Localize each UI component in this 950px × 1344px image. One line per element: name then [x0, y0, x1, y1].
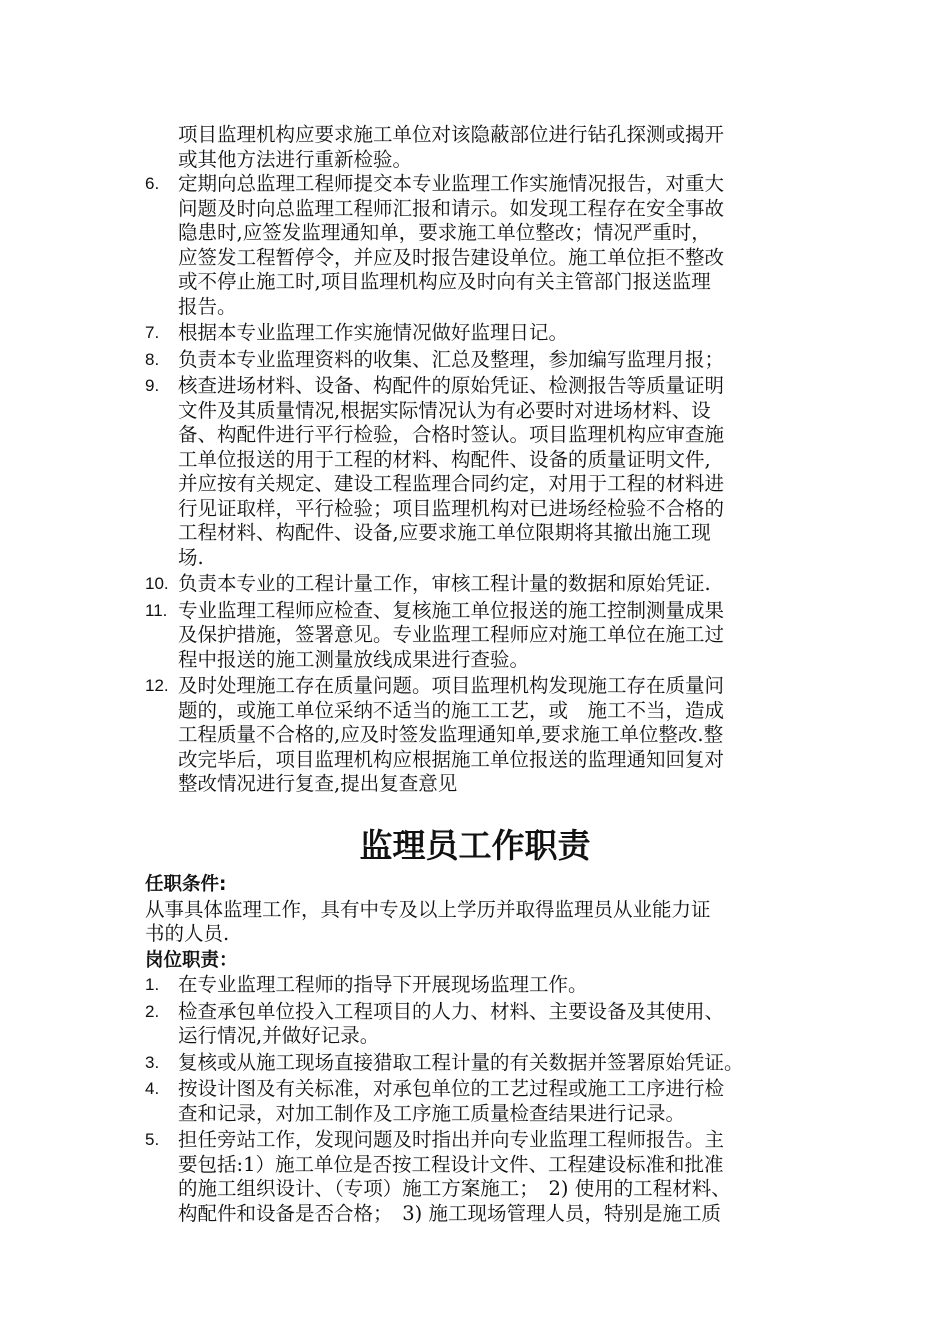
list-item	[145, 973, 825, 998]
list-number: 9.	[145, 376, 160, 395]
list-text: 负责本专业的工程计量工作，审核工程计量的数据和原始凭证.	[178, 572, 711, 595]
qualification-heading: 任职条件:	[145, 874, 227, 895]
list-item	[145, 321, 825, 346]
list-number: 6.	[145, 174, 160, 193]
duties-section	[145, 873, 825, 1228]
list-text: 负责本专业监理资料的收集、汇总及整理，参加编写监理月报；	[178, 347, 725, 371]
list-number: 10.	[145, 574, 169, 593]
list-text: 专业监理工程师应检查、复核施工单位报送的施工控制测量成果 及保护措施，签署意见。专业监理工程师应对施工单位在施工过 程中报送的施工测量放线成果进行查验。	[178, 598, 725, 671]
list-item	[145, 1051, 825, 1076]
list-item	[145, 1000, 825, 1049]
list-text: 在专业监理工程师的指导下开展现场监理工作。	[178, 973, 588, 996]
top-list	[145, 123, 825, 799]
list-text: 定期向总监理工程师提交本专业监理工作实施情况报告，对重大 问题及时向总监理工程师汇报和请示。如发现工程存在安全事故 隐患时,应签发监理通知单，要求施工单位整改；情况严重时， 应签发工程暂停令，并应及时报告建设单位。施工单位拒不整改 或不停止施工时,项目监理机构应及时向有关主管部门报送监理 报告。	[178, 172, 725, 318]
list-item	[145, 348, 825, 373]
duties-heading: 岗位职责：	[145, 949, 238, 971]
qualification-text: 从事具体监理工作，具有中专及以上学历并取得监理员从业能力证 书的人员.	[145, 897, 711, 945]
list-item	[145, 572, 825, 597]
list-item	[145, 599, 825, 673]
list-item	[145, 674, 825, 797]
list-text: 复核或从施工现场直接猎取工程计量的有关数据并签署原始凭证。	[178, 1050, 744, 1074]
list-text: 担任旁站工作，发现问题及时指出并向专业监理工程师报告。主 要包括:1）施工单位是否按工程设计文件、工程建设标准和批准 的施工组织设计、（专项）施工方案施工； 2) 使用的工程材料、 构配件和设备是否合格； 3) 施工现场管理人员，特别是施工质	[178, 1128, 731, 1225]
list-text: 核查进场材料、设备、构配件的原始凭证、检测报告等质量证明 文件及其质量情况,根据实际情况认为有必要时对进场材料、设 备、构配件进行平行检验，合格时签认。项目监理机构应审查施 工单位报送的用于工程的材料、构配件、设备的质量证明文件, 并应按有关规定、建设工程监理合同约定，对用于工程的材料进 行见证取样，平行检验；项目监理机构对已进场经检验不合格的 工程材料、构配件、设备,应要求施工单位限期将其撤出施工现 场.	[178, 374, 725, 569]
list-text: 根据本专业监理工作实施情况做好监理日记。	[178, 321, 569, 344]
list-number: 11.	[145, 600, 168, 620]
list-text: 检查承包单位投入工程项目的人力、材料、主要设备及其使用、 运行情况,并做好记录。	[178, 999, 725, 1047]
section-title: 监理员工作职责	[359, 826, 591, 865]
list-item	[145, 374, 825, 570]
list-number: 3.	[145, 1052, 160, 1072]
list-item	[145, 1077, 825, 1126]
list-text: 及时处理施工存在质量问题。项目监理机构发现施工存在质量问 题的，或施工单位采纳不适当的施工工艺，或 施工不当，造成 工程质量不合格的,应及时签发监理通知单,要求施工单位整改.整 改完毕后，项目监理机构应根据施工单位报送的监理通知回复对 整改情况进行复查,提出复查意见	[178, 674, 725, 795]
list-number: 1.	[145, 975, 160, 994]
list-number: 2.	[145, 1001, 160, 1021]
list-text: 按设计图及有关标准，对承包单位的工艺过程或施工工序进行检 查和记录，对加工制作及工序施工质量检查结果进行记录。	[178, 1077, 725, 1125]
list-number: 7.	[145, 323, 160, 342]
list-number: 12.	[145, 676, 169, 695]
list-number: 4.	[145, 1079, 160, 1098]
list-number: 8.	[145, 349, 160, 369]
list-item	[145, 172, 825, 319]
continuation-text: 项目监理机构应要求施工单位对该隐蔽部位进行钻孔探测或揭开 或其他方法进行重新检验。	[178, 123, 725, 171]
list-number: 5.	[145, 1130, 160, 1149]
list-item	[145, 1128, 825, 1226]
